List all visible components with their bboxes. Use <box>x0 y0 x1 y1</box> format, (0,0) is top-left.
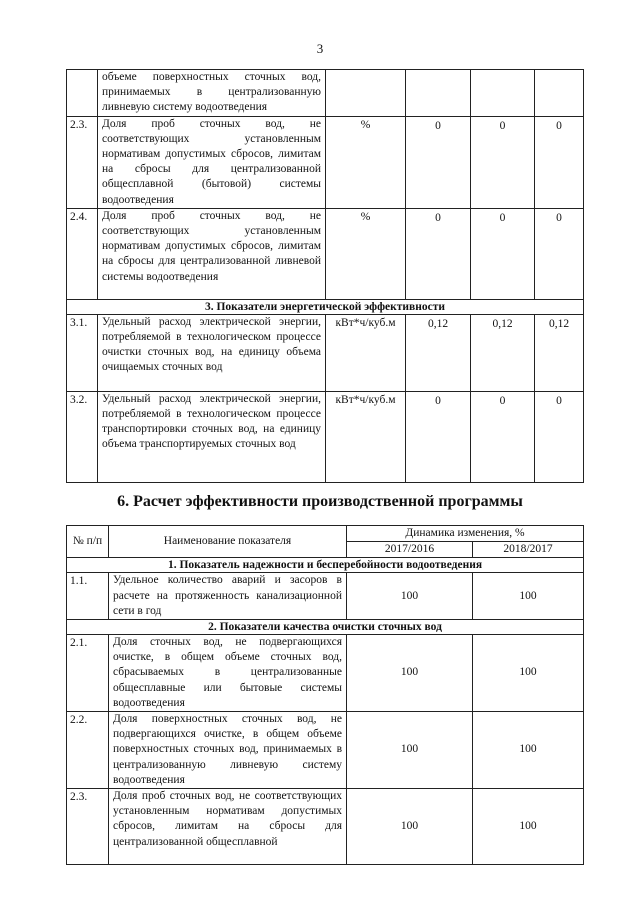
value-cell: 0,12 <box>471 314 535 391</box>
row-number: 2.1. <box>67 635 109 712</box>
row-number: 2.4. <box>67 208 98 299</box>
table-row <box>67 635 584 712</box>
unit-cell <box>326 70 406 117</box>
value-cell: 0 <box>406 116 471 208</box>
value-cell: 100 <box>347 712 473 789</box>
table-row <box>67 208 584 299</box>
indicator-name: Удельный расход электрической энергии, потребляемой в технологическом процессе очистки сточных вод, на единицу объема очищаемых сточных вод <box>98 314 326 391</box>
header-col-2017: 2017/2016 <box>347 542 473 558</box>
table-row <box>67 712 584 789</box>
value-cell: 100 <box>473 573 584 620</box>
value-cell: 100 <box>473 635 584 712</box>
value-cell: 0 <box>471 391 535 482</box>
value-cell: 0 <box>471 116 535 208</box>
row-number: 2.3. <box>67 789 109 865</box>
value-cell: 100 <box>473 789 584 865</box>
row-number: 3.2. <box>67 391 98 482</box>
value-cell: 0,12 <box>535 314 584 391</box>
table-row <box>67 391 584 482</box>
indicator-name: Удельное количество аварий и засоров в расчете на протяженность канализационной сети в год <box>109 573 347 620</box>
indicator-name: Удельный расход электрической энергии, потребляемой в технологическом процессе транспортировки сточных вод, на единицу объема транспортируемых сточных вод <box>98 391 326 482</box>
row-number: 1.1. <box>67 573 109 620</box>
value-cell <box>406 70 471 117</box>
section-heading: 1. Показатель надежности и бесперебойности водоотведения <box>67 558 584 573</box>
row-number <box>67 70 98 117</box>
value-cell: 100 <box>473 712 584 789</box>
section-row <box>67 620 584 635</box>
header-number: № п/п <box>67 526 109 558</box>
indicator-name: объеме поверхностных сточных вод, принимаемых в централизованную ливневую систему водоотведения <box>98 70 326 117</box>
value-cell: 0 <box>535 391 584 482</box>
page-number: 3 <box>316 41 324 56</box>
indicator-name: Доля поверхностных сточных вод, не подвергающихся очистке, в общем объеме поверхностных сточных вод, принимаемых в централизованную ливневую систему водоотведения <box>109 712 347 789</box>
indicator-name: Доля проб сточных вод, не соответствующих установленным нормативам допустимых сбросов, лимитам на сбросы для централизованной общесплавной <box>109 789 347 865</box>
header-dynamics: Динамика изменения, % <box>347 526 584 542</box>
header-name: Наименование показателя <box>109 526 347 558</box>
value-cell: 0,12 <box>406 314 471 391</box>
indicator-name: Доля проб сточных вод, не соответствующих установленным нормативам допустимых сбросов, лимитам на сбросы для централизованной ливневой системы водоотведения <box>98 208 326 299</box>
table-row <box>67 70 584 117</box>
value-cell: 0 <box>535 208 584 299</box>
unit-cell: % <box>326 208 406 299</box>
indicators-table <box>66 69 584 483</box>
row-number: 2.3. <box>67 116 98 208</box>
efficiency-table <box>66 525 584 865</box>
unit-cell: кВт*ч/куб.м <box>326 391 406 482</box>
section-heading: 2. Показатели качества очистки сточных вод <box>67 620 584 635</box>
value-cell: 0 <box>406 391 471 482</box>
value-cell: 0 <box>406 208 471 299</box>
value-cell: 100 <box>347 573 473 620</box>
value-cell: 100 <box>347 789 473 865</box>
row-number: 3.1. <box>67 314 98 391</box>
unit-cell: кВт*ч/куб.м <box>326 314 406 391</box>
unit-cell: % <box>326 116 406 208</box>
header-row <box>67 526 584 542</box>
table-row <box>67 573 584 620</box>
value-cell: 0 <box>535 116 584 208</box>
value-cell <box>535 70 584 117</box>
value-cell: 0 <box>471 208 535 299</box>
table-row <box>67 314 584 391</box>
header-col-2018: 2018/2017 <box>473 542 584 558</box>
table-row <box>67 116 584 208</box>
section-heading: 3. Показатели энергетической эффективности <box>67 299 584 314</box>
section-title: 6. Расчет эффективности производственной программы <box>117 493 523 510</box>
indicator-name: Доля проб сточных вод, не соответствующих установленным нормативам допустимых сбросов, лимитам на сбросы для централизованной общесплавной (бытовой) системы водоотведения <box>98 116 326 208</box>
section-row <box>67 299 584 314</box>
section-row <box>67 558 584 573</box>
indicator-name: Доля сточных вод, не подвергающихся очистке, в общем объеме сточных вод, сбрасываемых в централизованные общесплавные или бытовые системы водоотведения <box>109 635 347 712</box>
table-row <box>67 789 584 865</box>
value-cell <box>471 70 535 117</box>
value-cell: 100 <box>347 635 473 712</box>
row-number: 2.2. <box>67 712 109 789</box>
